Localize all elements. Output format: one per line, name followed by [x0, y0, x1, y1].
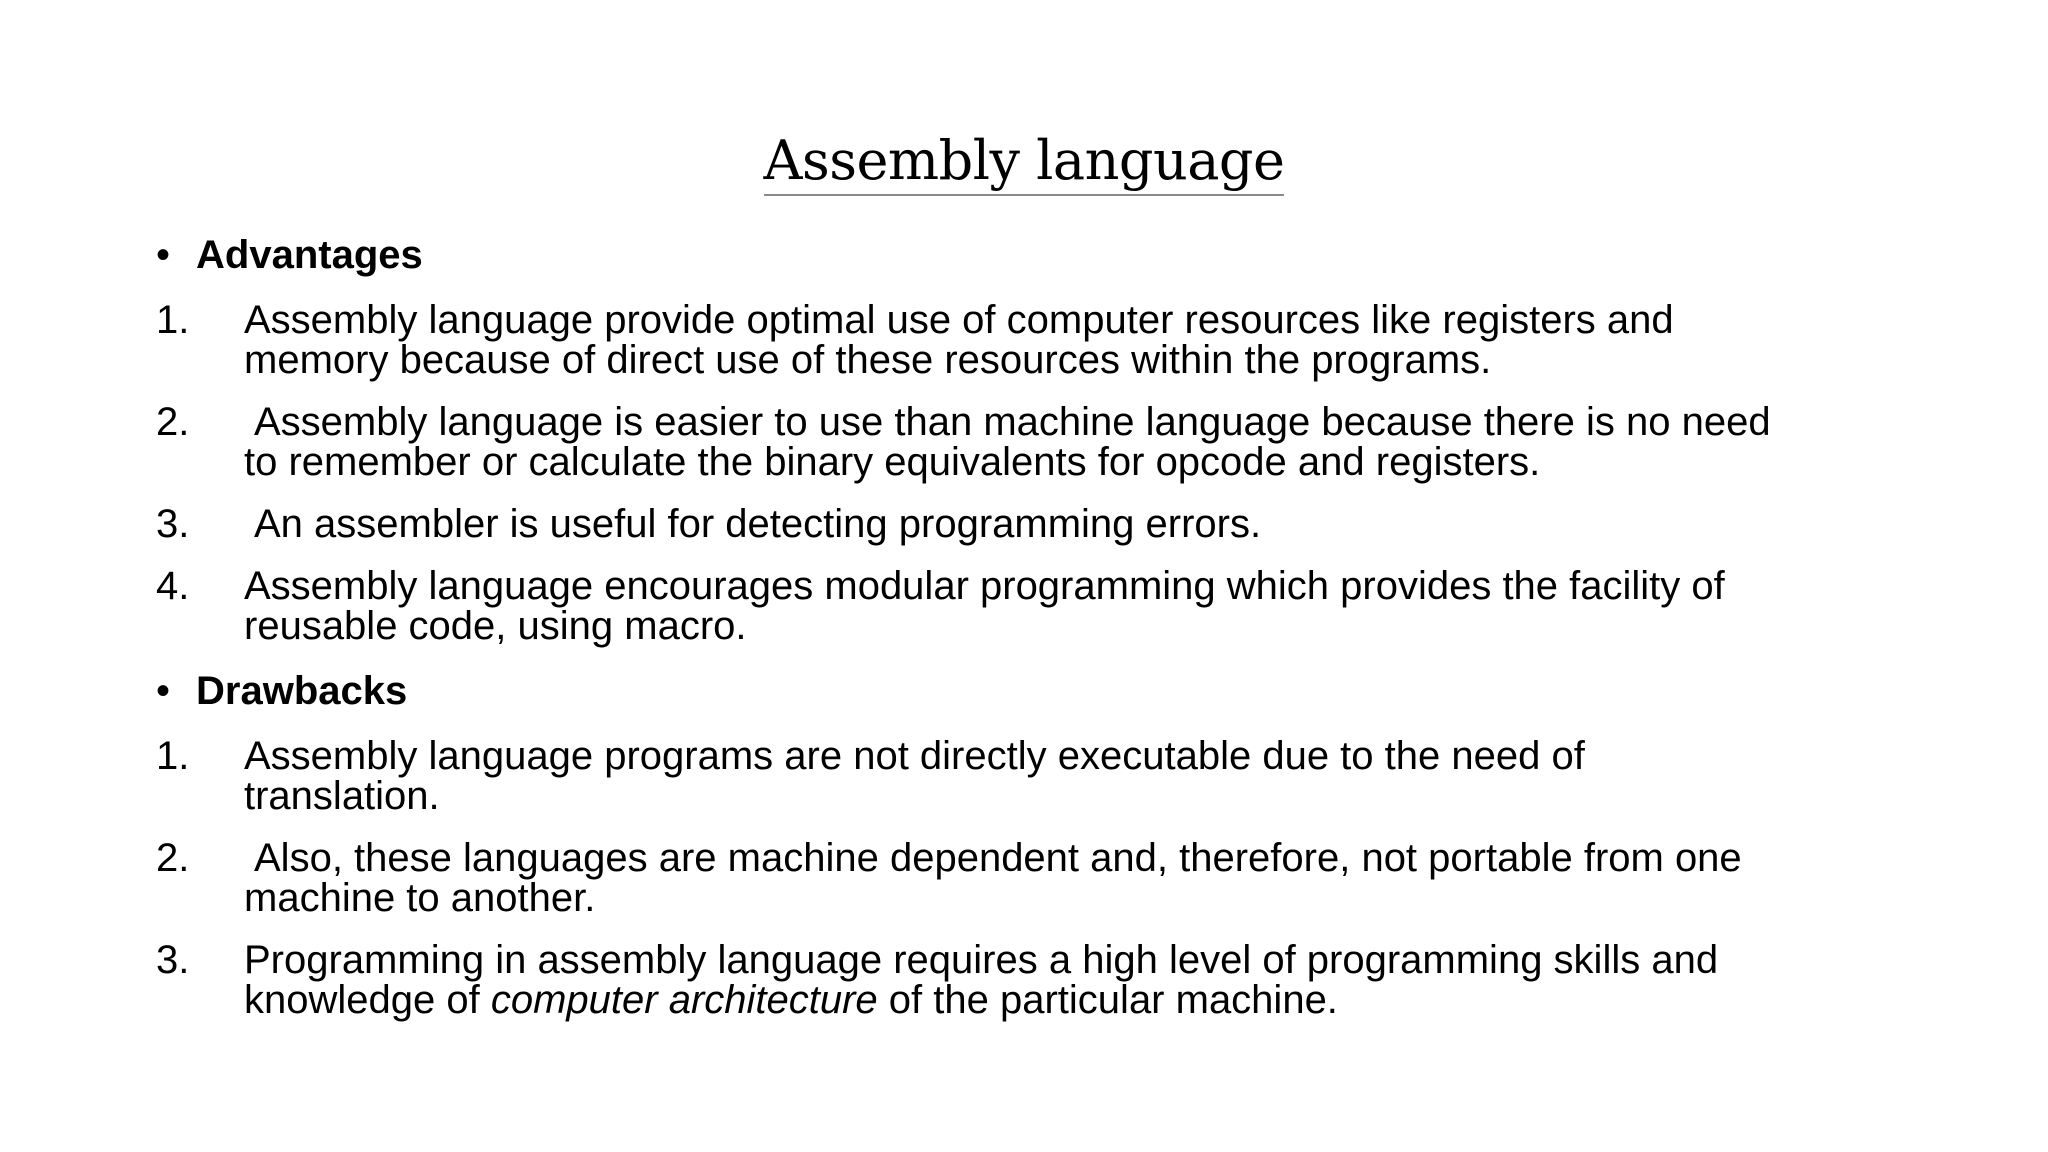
item-number: 1.: [156, 734, 190, 778]
drawback-item-2: [156, 838, 1916, 918]
item-text-line: machine to another.: [244, 876, 596, 920]
drawbacks-heading-text: Drawbacks: [196, 669, 408, 713]
slide-title: [0, 126, 2048, 196]
advantage-item-3: [156, 504, 1916, 544]
item-number: 2.: [156, 836, 190, 880]
item-text-line: Assembly language is easier to use than machine language because there is no need: [254, 400, 1771, 444]
advantage-item-1: [156, 300, 1916, 380]
advantages-heading: [156, 232, 1916, 278]
item-number: 3.: [156, 502, 190, 546]
item-text-line: to remember or calculate the binary equivalents for opcode and registers.: [244, 440, 1541, 484]
item-number: 4.: [156, 564, 190, 608]
slide-title-text: Assembly language: [764, 128, 1285, 196]
item-text-line: memory because of direct use of these resources within the programs.: [244, 338, 1492, 382]
drawback-item-3: [156, 940, 1916, 1020]
item-number: 1.: [156, 298, 190, 342]
bullet-icon: •: [156, 233, 171, 277]
item-text-emphasis: computer architecture: [490, 978, 878, 1022]
item-text-line-mixed: [244, 980, 1916, 1020]
item-text-line: translation.: [244, 774, 440, 818]
item-text-line: Assembly language programs are not directly executable due to the need of: [244, 734, 1585, 778]
advantage-item-4: [156, 566, 1916, 646]
item-text-line: reusable code, using macro.: [244, 604, 747, 648]
item-text-segment: knowledge of: [244, 978, 491, 1022]
item-text-segment: of the particular machine.: [877, 978, 1338, 1022]
item-text-line: Also, these languages are machine dependent and, therefore, not portable from one: [254, 836, 1742, 880]
item-number: 2.: [156, 400, 190, 444]
drawbacks-heading: [156, 668, 1916, 714]
item-text-line: Programming in assembly language requires a high level of programming skills and: [244, 938, 1719, 982]
item-number: 3.: [156, 938, 190, 982]
drawback-item-1: [156, 736, 1916, 816]
advantage-item-2: [156, 402, 1916, 482]
item-text-line: Assembly language encourages modular programming which provides the facility of: [244, 564, 1725, 608]
bullet-icon: •: [156, 669, 171, 713]
item-text-line: Assembly language provide optimal use of computer resources like registers and: [244, 298, 1674, 342]
slide-body: [156, 232, 1916, 1042]
item-text-line: An assembler is useful for detecting programming errors.: [254, 502, 1262, 546]
advantages-heading-text: Advantages: [196, 233, 423, 277]
